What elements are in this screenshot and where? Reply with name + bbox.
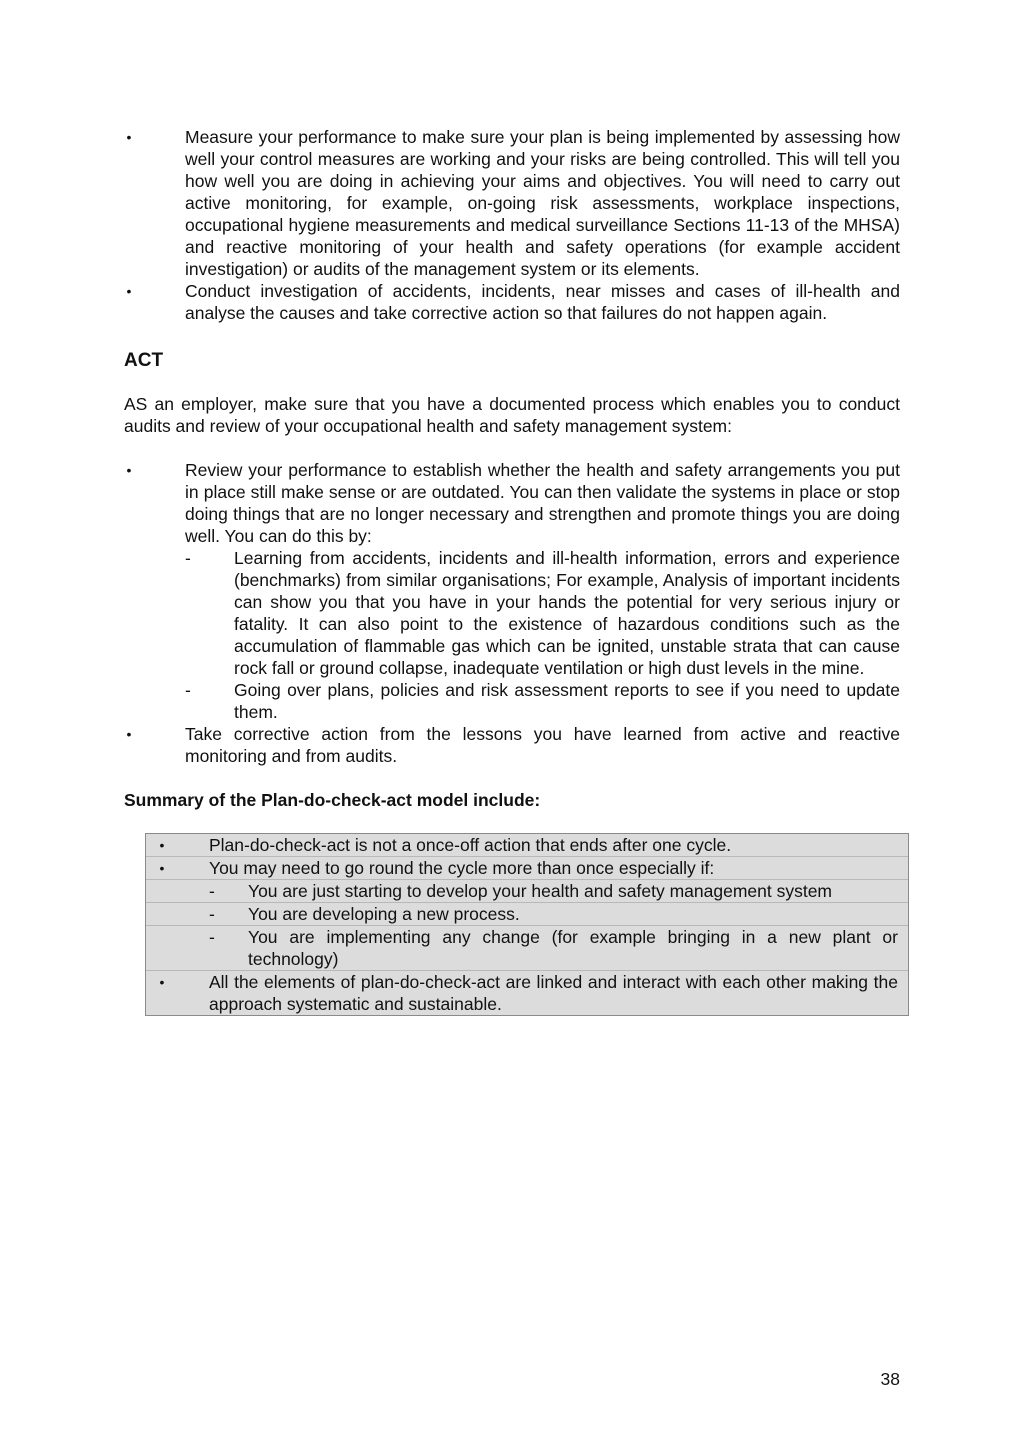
summary-box [145,833,909,1016]
summary-row [146,857,908,880]
bullet-icon: • [159,860,165,876]
list-item [124,280,900,324]
bullet-icon: • [126,283,132,299]
summary-sub-text: You are implementing any change (for example bringing in a new plant or technology) [248,927,898,969]
summary-heading: Summary of the Plan-do-check-act model include: [124,790,541,810]
list-item [124,459,900,723]
bullet-text: Review your performance to establish whether the health and safety arrangements you put in place still make sense or are outdated. You can then validate the systems in place or stop doing things that are no longer necessary and strengthen and promote things you are doing well. You can do this by: [185,460,900,546]
page-number: 38 [880,1369,900,1389]
summary-sub-text: You are developing a new process. [248,904,520,924]
summary-sub-text: You are just starting to develop your health and safety management system [248,881,833,901]
dash-icon: - [209,927,215,947]
summary-row [146,834,908,857]
summary-sub-row [146,926,908,971]
summary-text: Plan-do-check-act is not a once-off action that ends after one cycle. [209,835,732,855]
dash-icon: - [185,680,191,700]
dash-icon: - [209,904,215,924]
bullet-icon: • [126,462,132,478]
bullet-icon: • [126,129,132,145]
document-page [124,126,900,1016]
bullet-text: Measure your performance to make sure your plan is being implemented by assessing how well your control measures are working and your risks are being controlled. This will tell you how well you are doing in achieving your aims and objectives. You will need to carry out active monitoring, for example, on-going risk assessments, workplace inspections, occupational hygiene measurements and medical surveillance Sections 11-13 of the MHSA) and reactive monitoring of your health and safety operations (for example accident investigation) or audits of the management system or its elements. [185,127,900,279]
dash-icon: - [209,881,215,901]
bullet-icon: • [159,837,165,853]
sub-list [185,547,900,723]
list-item [124,126,900,280]
bullet-icon: • [159,974,165,990]
act-intro-paragraph: AS an employer, make sure that you have a documented process which enables you to conduct audits and review of your occupational health and safety management system: [124,394,900,436]
summary-sub-row [146,903,908,926]
summary-text: You may need to go round the cycle more than once especially if: [209,858,715,878]
sub-item-text: Learning from accidents, incidents and ill-health information, errors and experience (benchmarks) from similar organisations; For example, Analysis of important incidents can show you that you have in your hands the potential for very serious injury or fatality. It can also point to the existence of hazardous conditions such as the accumulation of flammable gas which can be ignited, unstable strata that can cause rock fall or ground collapse, inadequate ventilation or high dust levels in the mine. [234,548,900,678]
summary-text: All the elements of plan-do-check-act are linked and interact with each other making the approach systematic and sustainable. [209,972,898,1014]
sub-list-item [185,679,900,723]
list-item [124,723,900,767]
sub-list-item [185,547,900,679]
bullet-text: Take corrective action from the lessons you have learned from active and reactive monitoring and from audits. [185,724,900,766]
act-bullet-list [124,459,900,767]
dash-icon: - [185,548,191,568]
check-bullet-list [124,126,900,324]
bullet-text: Conduct investigation of accidents, incidents, near misses and cases of ill-health and analyse the causes and take corrective action so that failures do not happen again. [185,281,900,323]
sub-item-text: Going over plans, policies and risk assessment reports to see if you need to update them. [234,680,900,722]
summary-sub-row [146,880,908,903]
section-heading-act: ACT [124,350,164,371]
summary-row [146,971,908,1015]
bullet-icon: • [126,726,132,742]
